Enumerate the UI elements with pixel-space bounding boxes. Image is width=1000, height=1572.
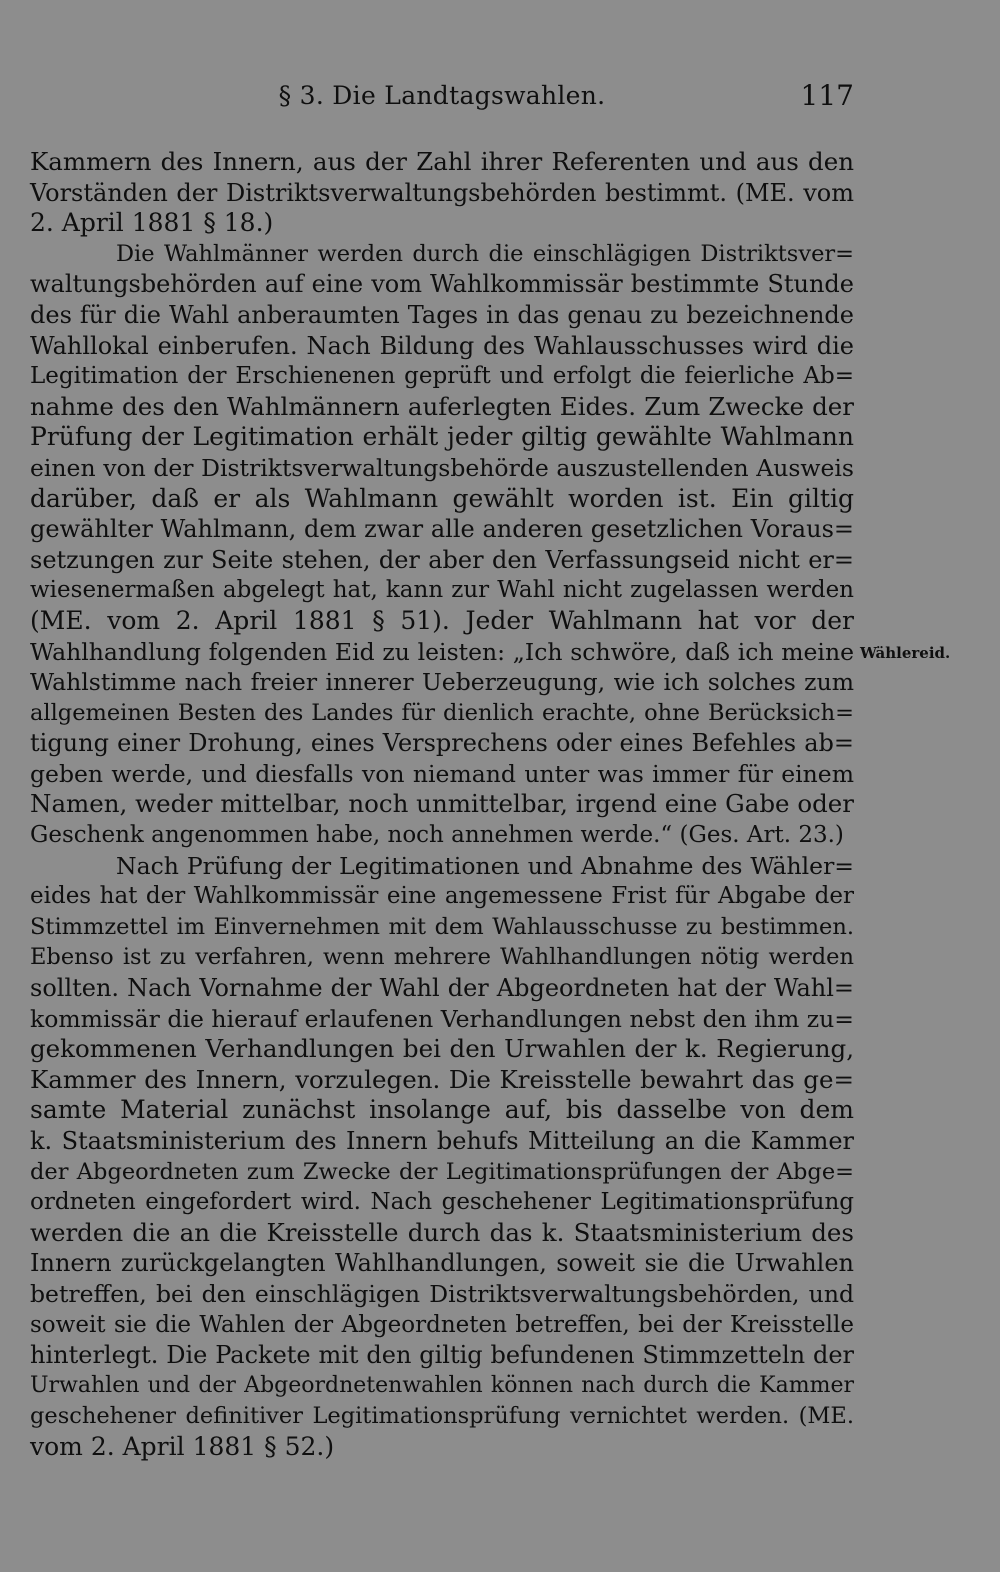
page-header [30,78,854,114]
text-line: Wahlhandlung folgenden Eid zu leisten: „Ich schwöre, daß ich meine [30,637,854,666]
margin-note: Wählereid. [860,644,951,662]
text-line: betreffen, bei den einschlägigen Distriktsverwaltungsbehörden, und [30,1279,854,1308]
text-line: 2. April 1881 § 18.) [30,208,274,238]
paragraph-first-line: Nach Prüfung der Legitimationen und Abnahme des Wähler= [116,851,854,880]
text-line: waltungsbehörden auf eine vom Wahlkommissär bestimmte Stunde [30,270,854,299]
text-line: nahme des den Wahlmännern auferlegten Eides. Zum Zwecke der [30,391,854,421]
text-line: der Abgeordneten zum Zwecke der Legitimationsprüfungen der Abge= [30,1158,854,1185]
text-line: (ME. vom 2. April 1881 § 51). Jeder Wahlmann hat vor der [30,605,854,635]
text-line: samte Material zunächst insolange auf, bis dasselbe von dem [30,1095,854,1125]
text-line: Ebenso ist zu verfahren, wenn mehrere Wahlhandlungen nötig werden [30,944,854,971]
text-line: soweit sie die Wahlen der Abgeordneten betreffen, bei der Kreisstelle [30,1311,854,1338]
text-line: gekommenen Verhandlungen bei den Urwahlen der k. Regierung, [30,1034,854,1064]
text-line: wiesenermaßen abgelegt hat, kann zur Wahl nicht zugelassen werden [30,577,854,604]
text-line: Urwahlen und der Abgeordnetenwahlen können nach durch die Kammer [30,1372,854,1398]
text-line: eides hat der Wahlkommissär eine angemessene Frist für Abgabe der [30,883,854,910]
text-line: vom 2. April 1881 § 52.) [30,1431,335,1461]
paragraph-first-line: Die Wahlmänner werden durch die einschlägigen Distriktsver= [116,240,854,267]
text-line: hinterlegt. Die Packete mit den giltig befundenen Stimmzetteln der [30,1341,854,1370]
text-line: sollten. Nach Vornahme der Wahl der Abgeordneten hat der Wahl= [30,974,854,1003]
text-line: geschehener definitiver Legitimationsprüfung vernichtet werden. (ME. [30,1403,854,1430]
text-line: Kammer des Innern, vorzulegen. Die Kreisstelle bewahrt das ge= [30,1064,854,1094]
text-line: einen von der Distriktsverwaltungsbehörde auszustellenden Ausweis [30,453,854,482]
text-line: werden die an die Kreisstelle durch das k. Staatsministerium des [30,1217,854,1247]
text-line: Wahllokal einberufen. Nach Bildung des Wahlausschusses wird die [30,331,854,360]
text-line: darüber, daß er als Wahlmann gewählt worden ist. Ein giltig [30,483,854,513]
body-text [30,147,854,1463]
text-line: k. Staatsministerium des Innern behufs Mitteilung an die Kammer [30,1127,854,1155]
text-line: kommissär die hierauf erlaufenen Verhandlungen nebst den ihm zu= [30,1004,854,1033]
text-line: tigung einer Drohung, eines Versprechens oder eines Befehles ab= [30,729,854,758]
text-line: Geschenk angenommen habe, noch annehmen werde.“ (Ges. Art. 23.) [30,822,844,849]
text-line: gewählter Wahlmann, dem zwar alle anderen gesetzlichen Voraus= [30,515,854,544]
text-line: Innern zurückgelangten Wahlhandlungen, soweit sie die Urwahlen [30,1249,854,1278]
running-head: § 3. Die Landtagswahlen. [278,81,606,110]
text-line: Kammern des Innern, aus der Zahl ihrer Referenten und aus den [30,147,854,176]
text-line: Legitimation der Erschienenen geprüft und erfolgt die feierliche Ab= [30,363,854,390]
text-line: geben werde, und diesfalls von niemand unter was immer für einem [30,759,854,788]
text-line: Wahlstimme nach freier innerer Ueberzeugung, wie ich solches zum [30,668,854,697]
text-line: allgemeinen Besten des Landes für dienlich erachte, ohne Berücksich= [30,699,854,726]
text-line: setzungen zur Seite stehen, der aber den Verfassungseid nicht er= [30,545,854,574]
text-line: Vorständen der Distriktsverwaltungsbehörden bestimmt. (ME. vom [30,178,854,207]
text-line: Namen, weder mittelbar, noch unmittelbar, irgend eine Gabe oder [30,789,854,819]
page-number: 117 [800,79,854,112]
text-line: Prüfung der Legitimation erhält jeder giltig gewählte Wahlmann [30,422,854,452]
text-line: ordneten eingefordert wird. Nach geschehener Legitimationsprüfung [30,1189,854,1216]
text-line: des für die Wahl anberaumten Tages in das genau zu bezeichnende [30,300,854,329]
text-line: Stimmzettel im Einvernehmen mit dem Wahlausschusse zu bestimmen. [30,913,854,940]
